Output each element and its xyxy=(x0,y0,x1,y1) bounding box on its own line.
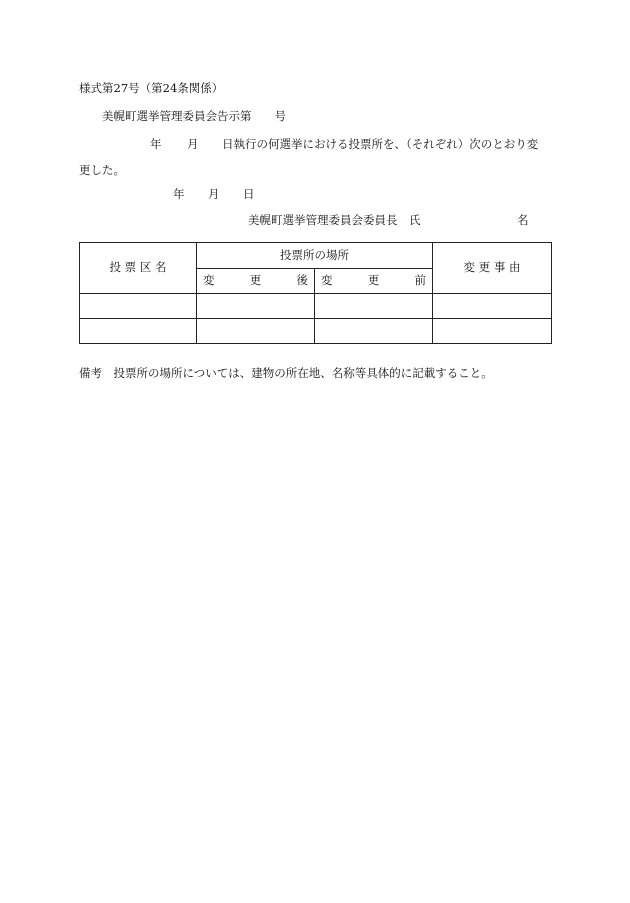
after-location-cell[interactable] xyxy=(197,294,315,319)
date-month-label: 月 xyxy=(208,187,220,201)
change-reason-header: 変 更 事 由 xyxy=(433,243,552,294)
after-char-2: 更 xyxy=(249,273,262,288)
signature-title: 美幌町選挙管理委員会委員長 氏 xyxy=(248,213,421,227)
before-char-2: 更 xyxy=(367,273,380,288)
after-char-3: 後 xyxy=(296,273,308,288)
date-day-label: 日 xyxy=(243,187,255,201)
change-table xyxy=(79,242,552,344)
district-name-header: 投 票 区 名 xyxy=(80,243,197,294)
table-row xyxy=(80,319,552,344)
before-location-cell[interactable] xyxy=(315,294,433,319)
before-location-cell[interactable] xyxy=(315,319,433,344)
after-char-1: 変 xyxy=(203,273,215,288)
form-number: 様式第27号（第24条関係） xyxy=(79,81,224,95)
district-cell[interactable] xyxy=(80,294,197,319)
after-change-header xyxy=(197,269,315,294)
body-month-label: 月 xyxy=(187,137,199,151)
remarks-note: 備考 投票所の場所については、建物の所在地、名称等具体的に記載すること。 xyxy=(79,366,493,380)
notice-number-line: 美幌町選挙管理委員会告示第 号 xyxy=(102,109,286,123)
before-char-3: 前 xyxy=(414,273,426,288)
after-location-cell[interactable] xyxy=(197,319,315,344)
district-cell[interactable] xyxy=(80,319,197,344)
reason-cell[interactable] xyxy=(433,319,552,344)
before-char-1: 変 xyxy=(321,273,333,288)
before-change-header xyxy=(315,269,433,294)
body-year-label: 年 xyxy=(150,137,162,151)
location-header: 投票所の場所 xyxy=(197,243,433,269)
reason-cell[interactable] xyxy=(433,294,552,319)
table-row xyxy=(80,294,552,319)
body-text-line1: 日執行の何選挙における投票所を、（それぞれ）次のとおり変 xyxy=(222,137,539,151)
body-text-line2: 更した。 xyxy=(79,163,125,177)
signature-name-suffix: 名 xyxy=(517,213,529,227)
date-year-label: 年 xyxy=(173,187,185,201)
